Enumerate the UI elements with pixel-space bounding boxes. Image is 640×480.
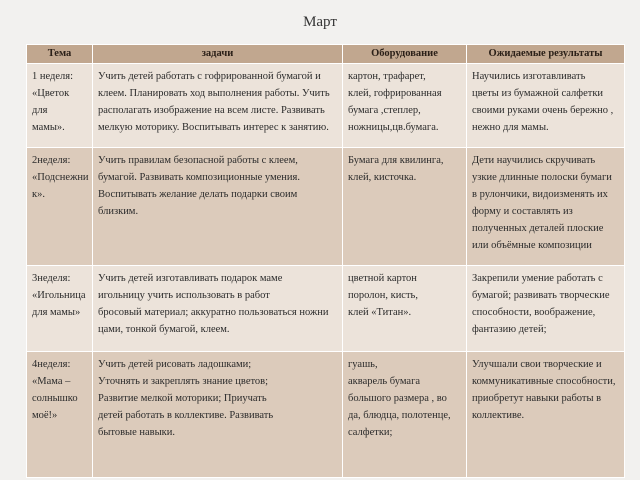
cell-theme: 4неделя: «Мама – солнышко моё!» xyxy=(27,352,93,478)
cell-tasks: Учить правилам безопасной работы с клеем, бумагой. Развивать композиционные умения. Воспитывать желание делать подарки своим близким. xyxy=(93,148,343,266)
cell-tasks: Учить детей изготавливать подарок маме игольницу учить использовать в работ бросовый материал; аккуратно пользоваться ножни цами, тонкой бумагой, клеем. xyxy=(93,266,343,352)
lesson-plan-table xyxy=(26,44,625,478)
table-row xyxy=(27,352,625,478)
cell-results: Закрепили умение работать с бумагой; развивать творческие способности, воображение, фантазию детей; xyxy=(467,266,625,352)
cell-equipment: картон, трафарет, клей, гофрированная бумага ,степлер, ножницы,цв.бумага. xyxy=(343,64,467,148)
cell-results: Научились изготавливать цветы из бумажной салфетки своими руками очень бережно , нежно для мамы. xyxy=(467,64,625,148)
table-row xyxy=(27,266,625,352)
header-results: Ожидаемые результаты xyxy=(467,45,625,64)
header-tasks: задачи xyxy=(93,45,343,64)
cell-equipment: цветной картон поролон, кисть, клей «Титан». xyxy=(343,266,467,352)
cell-theme: 1 неделя: «Цветок для мамы». xyxy=(27,64,93,148)
cell-equipment: гуашь, акварель бумага большого размера , во да, блюдца, полотенце, салфетки; xyxy=(343,352,467,478)
cell-results: Улучшали свои творческие и коммуникативные способности, приобретут навыки работы в коллективе. xyxy=(467,352,625,478)
cell-tasks: Учить детей рисовать ладошками; Уточнять и закреплять знание цветов; Развитие мелкой моторики; Приучать детей работать в коллективе. Развивать бытовые навыки. xyxy=(93,352,343,478)
header-equipment: Оборудование xyxy=(343,45,467,64)
header-theme: Тема xyxy=(27,45,93,64)
cell-results: Дети научились скручивать узкие длинные полоски бумаги в рулончики, видоизменять их форму и составлять из полученных деталей плоские или объёмные композиции xyxy=(467,148,625,266)
table-row xyxy=(27,148,625,266)
page-title: Март xyxy=(303,14,337,30)
cell-theme: 3неделя: «Игольница для мамы» xyxy=(27,266,93,352)
table-header-row xyxy=(27,45,625,64)
cell-theme: 2неделя: «Подснежни к». xyxy=(27,148,93,266)
cell-tasks: Учить детей работать с гофрированной бумагой и клеем. Планировать ход выполнения работы. Учить располагать изображение на всем листе. Развивать мелкую моторику. Воспитывать интерес к занятию. xyxy=(93,64,343,148)
cell-equipment: Бумага для квилинга, клей, кисточка. xyxy=(343,148,467,266)
table-row xyxy=(27,64,625,148)
